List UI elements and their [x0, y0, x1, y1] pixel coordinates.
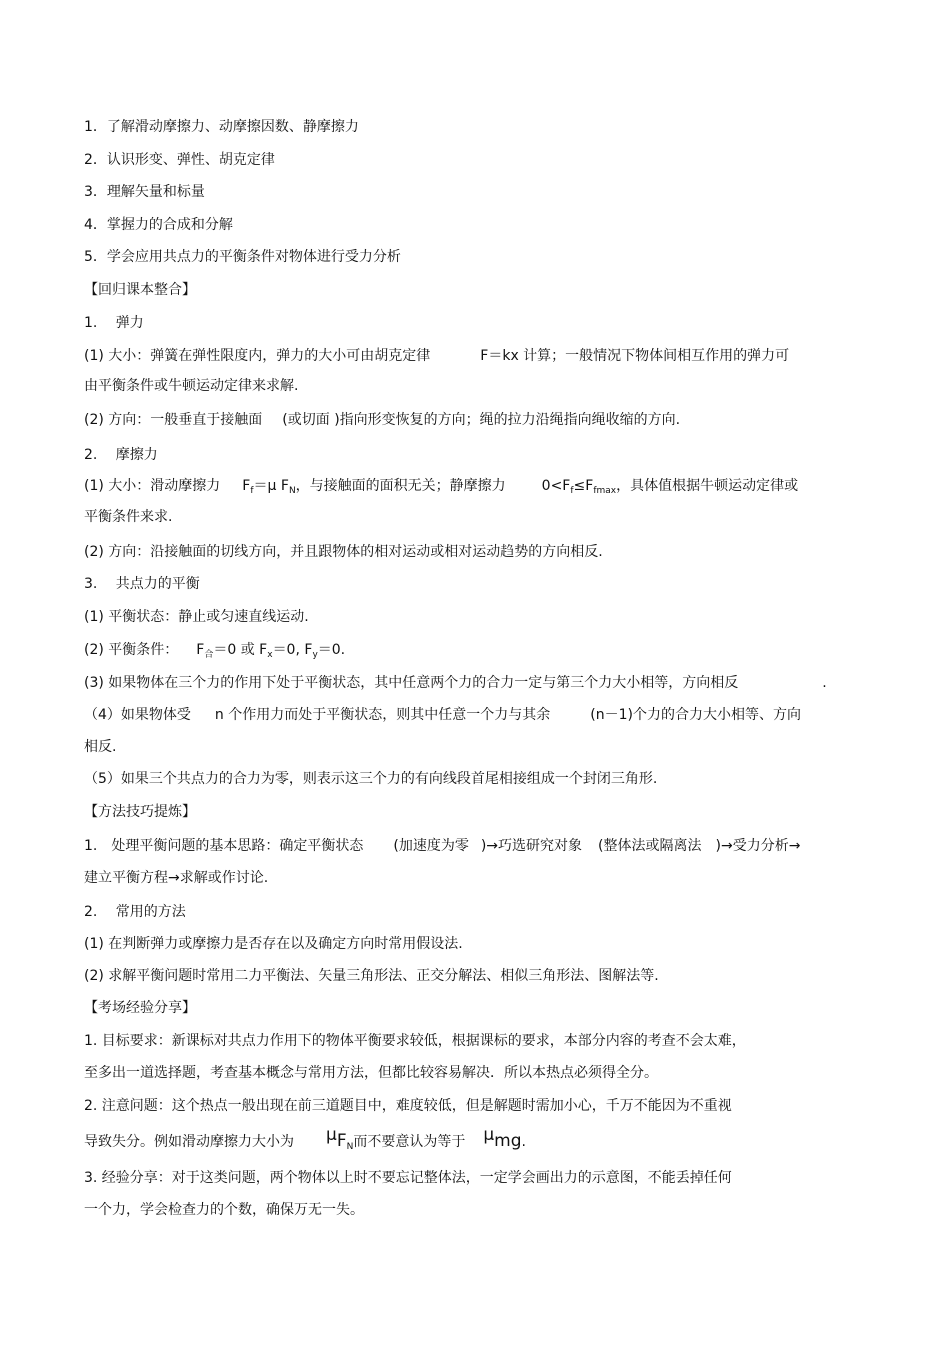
equilibrium-three-forces-line	[84, 673, 827, 693]
normal-force-sub-N: N	[346, 1142, 354, 1152]
method-approach-d: (整体法或隔离法	[598, 838, 702, 854]
friction-formula-sub-N: N	[288, 486, 296, 496]
elastic-direction-a: (2) 方向：一般垂直于接触面	[84, 412, 263, 428]
three-forces-text: (3) 如果物体在三个力的作用下处于平衡状态，其中任意两个力的合力一定与第三个力大小相等，方向相反	[84, 675, 739, 691]
static-friction-range-a: 0<F	[541, 478, 571, 494]
friction-magnitude-line	[84, 476, 798, 496]
objective-1: 1．了解滑动摩擦力、动摩擦因数、静摩擦力	[84, 119, 359, 135]
friction-formula-F: F	[242, 478, 251, 494]
elastic-magnitude-cont: 由平衡条件或牛顿运动定律来求解.	[84, 378, 299, 394]
elastic-magnitude-a: (1) 大小：弹簧在弹性限度内，弹力的大小可由胡克定律	[84, 348, 431, 364]
normal-force-F: F	[336, 1131, 347, 1151]
n-forces-b: n 个作用力而处于平衡状态，则其中任意一个力与其余	[214, 707, 551, 723]
attention-cont-a: 导致失分。例如滑动摩擦力大小为	[84, 1134, 294, 1150]
method-assumption: (1) 在判断弹力或摩擦力是否存在以及确定方向时常用假设法.	[84, 936, 463, 952]
method-approach-c: )→巧选研究对象	[480, 838, 583, 854]
experience-goal-cont: 至多出一道选择题，考查基本概念与常用方法，但都比较容易解决．所以本热点必须得全分。	[84, 1065, 658, 1081]
friction-direction: (2) 方向：沿接触面的切线方向，并且跟物体的相对运动或相对运动趋势的方向相反.	[84, 544, 603, 560]
elastic-direction-line	[84, 410, 680, 430]
friction-formula-eq: ＝μ F	[253, 478, 289, 494]
mu-symbol-1: μ	[326, 1125, 337, 1145]
equilibrium-triangle: （5）如果三个共点力的合力为零，则表示这三个力的有向线段首尾相接组成一个封闭三角形.	[84, 771, 658, 787]
mu-symbol-2: μ	[483, 1125, 495, 1145]
friction-magnitude-b: ，与接触面的面积无关；静摩擦力	[295, 478, 506, 494]
topic-friction: 2. 摩擦力	[84, 447, 158, 463]
equilibrium-condition-line	[84, 640, 345, 660]
condition-sub-x: x	[267, 650, 273, 660]
condition-b: ＝0 或 F	[213, 642, 268, 658]
method-approach-a: 1. 处理平衡问题的基本思路：确定平衡状态	[84, 838, 364, 854]
objective-2: 2．认识形变、弹性、胡克定律	[84, 152, 275, 168]
objective-4: 4．掌握力的合成和分解	[84, 217, 233, 233]
n-forces-a: （4）如果物体受	[84, 707, 191, 723]
experience-goal: 1. 目标要求：新课标对共点力作用下的物体平衡要求较低，根据课标的要求，本部分内容的考查不会太难，	[84, 1033, 746, 1049]
objective-5: 5．学会应用共点力的平衡条件对物体进行受力分析	[84, 249, 401, 265]
condition-F: F	[196, 642, 205, 658]
section-heading-textbook: 【回归课本整合】	[84, 282, 196, 298]
method-approach-line	[84, 836, 800, 856]
experience-share: 3. 经验分享：对于这类问题，两个物体以上时不要忘记整体法，一定学会画出力的示意图，不能丢掉任何	[84, 1170, 732, 1186]
equilibrium-state: (1) 平衡状态：静止或匀速直线运动.	[84, 609, 309, 625]
method-list: (2) 求解平衡问题时常用二力平衡法、矢量三角形法、正交分解法、相似三角形法、图解法等.	[84, 968, 659, 984]
equilibrium-n-forces-line	[84, 705, 801, 725]
friction-magnitude-c: ，具体值根据牛顿运动定律或	[616, 478, 799, 494]
friction-formula-sub-f: f	[250, 486, 254, 496]
experience-share-cont: 一个力，学会检查力的个数，确保万无一失。	[84, 1202, 364, 1218]
friction-magnitude-a: (1) 大小：滑动摩擦力	[84, 478, 221, 494]
method-approach-e: )→受力分析→	[715, 838, 801, 854]
attention-cont-b: 而不要意认为等于	[353, 1134, 466, 1150]
condition-sub-y: y	[312, 650, 318, 660]
section-heading-methods: 【方法技巧提炼】	[84, 804, 196, 820]
topic-equilibrium: 3. 共点力的平衡	[84, 576, 200, 592]
method-approach-cont: 建立平衡方程→求解或作讨论.	[84, 870, 269, 886]
elastic-magnitude-line	[84, 346, 789, 366]
condition-sub-he: 合	[204, 650, 214, 660]
experience-attention: 2. 注意问题：这个热点一般出现在前三道题目中，难度较低，但是解题时需加小心，千万不能因为不重视	[84, 1098, 732, 1114]
friction-magnitude-cont: 平衡条件来求.	[84, 509, 173, 525]
topic-elastic-force: 1. 弹力	[84, 315, 144, 331]
section-heading-experience: 【考场经验分享】	[84, 1000, 196, 1016]
static-friction-range-b: ≤F	[573, 478, 594, 494]
elastic-magnitude-b: F＝kx 计算；一般情况下物体间相互作用的弹力可	[480, 348, 790, 364]
method-common-title: 2. 常用的方法	[84, 904, 186, 920]
experience-attention-cont-line	[84, 1125, 526, 1152]
static-friction-sub-f: f	[570, 486, 574, 496]
method-approach-b: (加速度为零	[393, 838, 469, 854]
elastic-direction-b: (或切面 )指向形变恢复的方向；绳的拉力沿绳指向绳收缩的方向.	[282, 412, 681, 428]
condition-d: ＝0.	[317, 642, 346, 658]
condition-c: ＝0, F	[272, 642, 313, 658]
attention-period: .	[521, 1134, 526, 1150]
objective-3: 3．理解矢量和标量	[84, 184, 205, 200]
three-forces-period: .	[822, 675, 827, 691]
equilibrium-condition-a: (2) 平衡条件：	[84, 642, 179, 658]
static-friction-sub-fmax: fmax	[593, 486, 617, 496]
n-forces-cont: 相反.	[84, 739, 117, 755]
n-forces-c: (n－1)个力的合力大小相等、方向	[590, 707, 801, 723]
mg-term: mg	[494, 1131, 522, 1151]
